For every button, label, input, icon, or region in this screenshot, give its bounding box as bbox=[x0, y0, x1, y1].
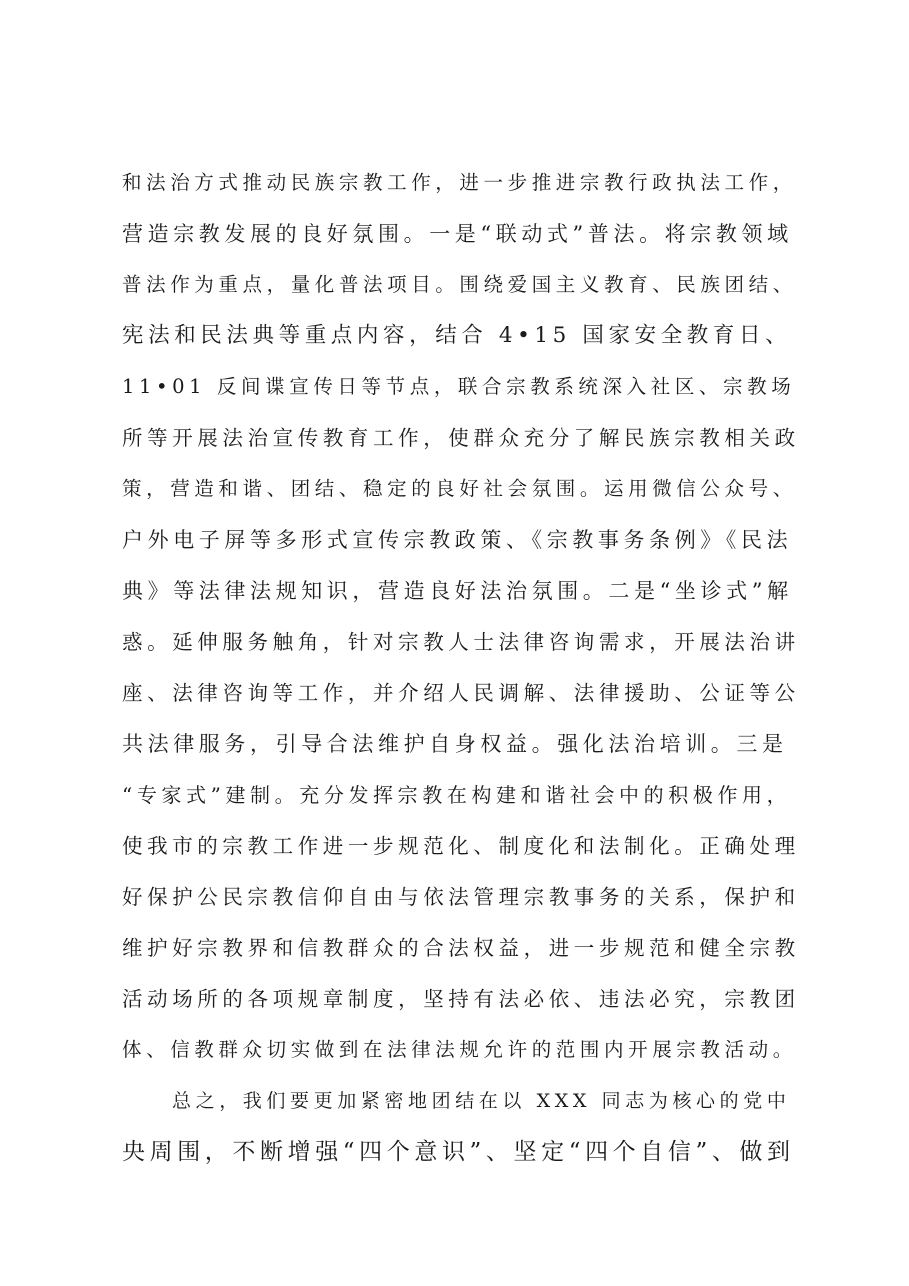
text-line: 所等开展法治宣传教育工作，使群众充分了解民族宗教相关政 bbox=[122, 426, 800, 450]
text-line: 普法作为重点，量化普法项目。围绕爱国主义教育、民族团结、 bbox=[122, 273, 797, 296]
text-line: 营造宗教发展的良好氛围。一是“联动式”普法。将宗教领域 bbox=[122, 222, 793, 246]
text-line: 使我市的宗教工作进一步规范化、制度化和法制化。正确处理 bbox=[122, 834, 800, 858]
text-line: “专家式”建制。充分发挥宗教在构建和谐社会中的积极作用， bbox=[122, 783, 792, 807]
text-line: 央周围，不断增强“四个意识”、坚定“四个自信”、做到 bbox=[122, 1139, 795, 1165]
paragraph-first-line: 总之，我们要更加紧密地团结在以 XXX 同志为核心的党中 bbox=[172, 1090, 791, 1112]
text-line: 和法治方式推动民族宗教工作，进一步推进宗教行政执法工作， bbox=[122, 171, 797, 194]
text-line: 好保护公民宗教信仰自由与依法管理宗教事务的关系，保护和 bbox=[122, 885, 800, 909]
text-line: 座、法律咨询等工作，并介绍人民调解、法律援助、公证等公 bbox=[122, 681, 800, 705]
text-line: 共法律服务，引导合法维护自身权益。强化法治培训。三是 bbox=[122, 732, 788, 756]
text-line: 惑。延伸服务触角，针对宗教人士法律咨询需求，开展法治讲 bbox=[122, 630, 800, 654]
text-line: 宪法和民法典等重点内容，结合 4•15 国家安全教育日、 bbox=[122, 323, 792, 348]
text-line: 策，营造和谐、团结、稳定的良好社会氛围。运用微信公众号、 bbox=[122, 477, 797, 500]
text-line: 典》等法律法规知识，营造良好法治氛围。二是“坐诊式”解 bbox=[122, 579, 793, 603]
text-line: 活动场所的各项规章制度，坚持有法必依、违法必究，宗教团 bbox=[122, 987, 800, 1011]
text-line: 户外电子屏等多形式宣传宗教政策、《宗教事务条例》《民法 bbox=[122, 528, 793, 552]
text-line: 维护好宗教界和信教群众的合法权益，进一步规范和健全宗教 bbox=[122, 936, 800, 960]
text-line: 体、信教群众切实做到在法律法规允许的范围内开展宗教活动。 bbox=[122, 1038, 797, 1061]
text-line: 11•01 反间谍宣传日等节点，联合宗教系统深入社区、宗教场 bbox=[122, 375, 796, 398]
